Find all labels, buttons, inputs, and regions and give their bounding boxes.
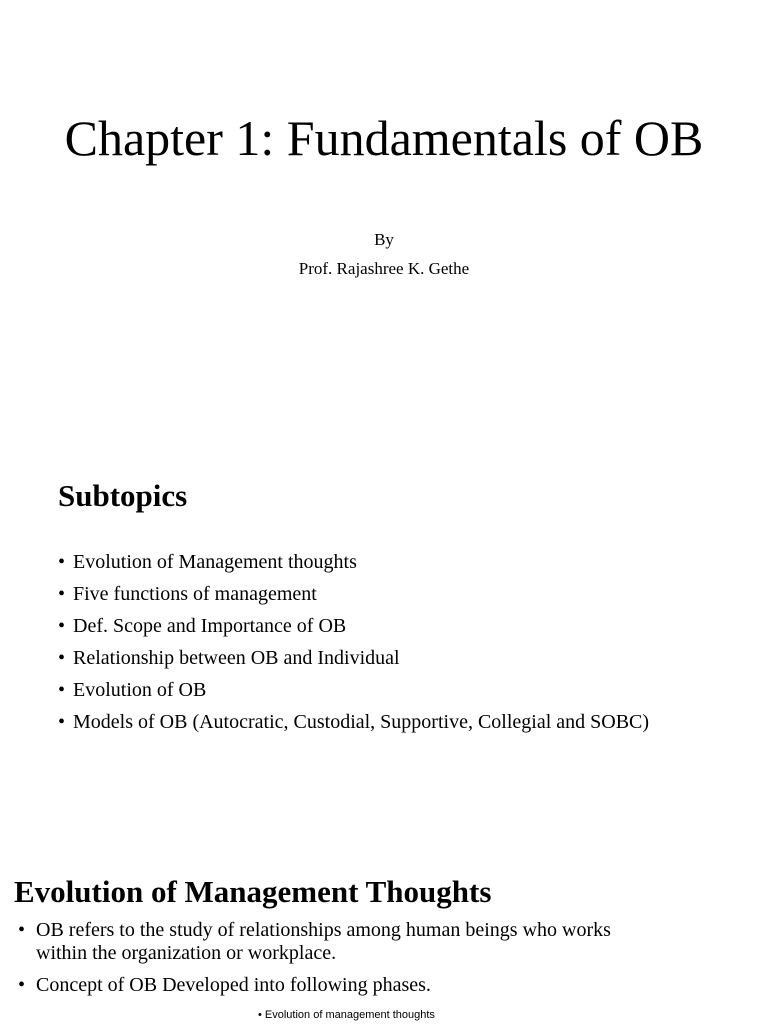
- bullet-icon: •: [18, 919, 26, 941]
- list-item: [58, 614, 678, 638]
- list-item: [18, 919, 638, 965]
- list-item-text: Evolution of OB: [73, 679, 207, 701]
- bullet-icon: •: [58, 551, 66, 573]
- bullet-icon: •: [58, 711, 66, 733]
- list-item-text: Five functions of management: [73, 583, 317, 605]
- subtopics-heading: Subtopics: [58, 478, 188, 513]
- evolution-list: [18, 919, 638, 1006]
- bullet-icon: •: [58, 583, 66, 605]
- bullet-icon: •: [58, 679, 66, 701]
- title-slide: [0, 0, 768, 420]
- by-label: By: [374, 230, 394, 249]
- evolution-slide: [0, 820, 768, 1024]
- list-item: [58, 646, 678, 670]
- list-item-text: OB refers to the study of relationships among human beings who works within the organization or workplace.: [36, 919, 611, 964]
- list-item: [58, 550, 678, 574]
- bullet-icon: •: [58, 615, 66, 637]
- list-item-text: Models of OB (Autocratic, Custodial, Supportive, Collegial and SOBC): [73, 711, 650, 733]
- list-item-text: Def. Scope and Importance of OB: [73, 615, 347, 637]
- list-item: [58, 582, 678, 606]
- list-item: [58, 710, 678, 734]
- list-item-text: Concept of OB Developed into following phases.: [36, 974, 431, 996]
- evolution-heading: Evolution of Management Thoughts: [14, 874, 492, 909]
- bullet-icon: •: [58, 647, 66, 669]
- subtopics-list: [58, 550, 678, 742]
- subtopics-slide: [0, 420, 768, 820]
- list-item-text: Evolution of Management thoughts: [73, 551, 357, 573]
- chapter-title: Chapter 1: Fundamentals of OB: [64, 110, 704, 166]
- list-item-text: Relationship between OB and Individual: [73, 647, 400, 669]
- author-name: Prof. Rajashree K. Gethe: [298, 259, 470, 278]
- list-item: [58, 678, 678, 702]
- sub-bullet-item: • Evolution of management thoughts: [258, 1009, 435, 1021]
- list-item: [18, 974, 638, 997]
- bullet-icon: •: [18, 974, 26, 996]
